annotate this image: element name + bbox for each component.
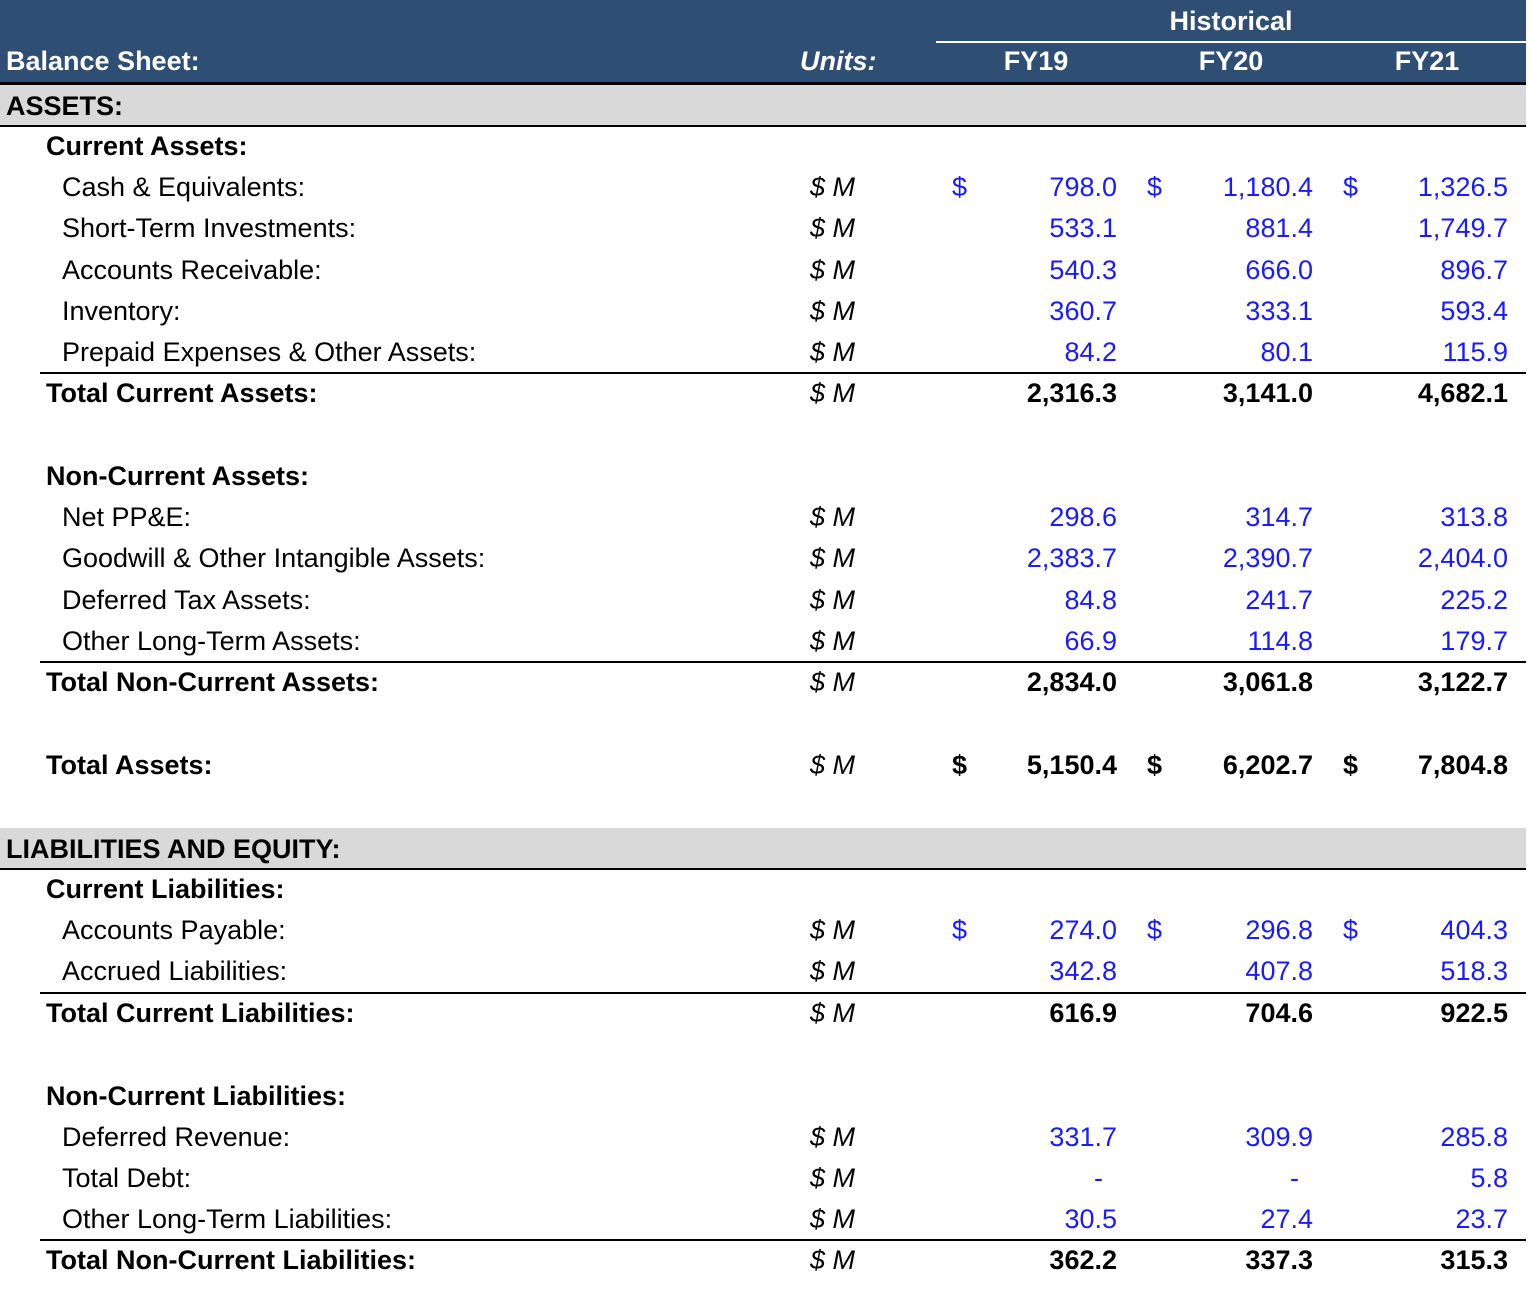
- currency-symbol: $: [1147, 915, 1163, 945]
- table-row: [0, 539, 1526, 580]
- year-header-fy20: FY20: [1198, 46, 1264, 76]
- value-fy20: 296.8: [1245, 915, 1313, 945]
- value-fy19: 66.9: [1064, 626, 1117, 656]
- historical-header: Historical: [1169, 6, 1293, 36]
- total-row: [0, 663, 1526, 704]
- value-fy20: 3,141.0: [1222, 378, 1313, 408]
- value-fy19: 540.3: [1049, 255, 1117, 285]
- table-row: [0, 1200, 1526, 1241]
- row-label: Accrued Liabilities:: [62, 956, 288, 986]
- value-fy20: 333.1: [1245, 296, 1313, 326]
- currency-symbol: $: [952, 915, 968, 945]
- value-fy20: 3,061.8: [1222, 667, 1313, 697]
- table-row: [0, 911, 1526, 952]
- currency-symbol: $: [952, 750, 968, 780]
- value-fy19: 360.7: [1049, 296, 1117, 326]
- year-header-fy21: FY21: [1394, 46, 1460, 76]
- total-row: [0, 374, 1526, 415]
- row-label: Total Current Assets:: [46, 378, 318, 408]
- value-fy21: 7,804.8: [1417, 750, 1508, 780]
- value-fy20: 666.0: [1245, 255, 1313, 285]
- unit-cell: $ M: [810, 543, 856, 573]
- value-fy21: 896.7: [1440, 255, 1508, 285]
- unit-cell: $ M: [810, 255, 856, 285]
- row-label: Non-Current Liabilities:: [46, 1081, 347, 1111]
- value-fy20: 704.6: [1245, 998, 1313, 1028]
- value-fy19: 798.0: [1049, 172, 1117, 202]
- subheading-current-liabilities: [0, 870, 1526, 911]
- value-fy20: 241.7: [1245, 585, 1313, 615]
- value-fy21: 3,122.7: [1417, 667, 1508, 697]
- unit-cell: $ M: [810, 1245, 856, 1275]
- currency-symbol: $: [1343, 172, 1359, 202]
- value-fy20: 114.8: [1247, 626, 1313, 656]
- total-assets-row: [0, 746, 1526, 787]
- value-fy19: 274.0: [1049, 915, 1117, 945]
- row-label: Deferred Revenue:: [62, 1122, 291, 1152]
- row-label: Accounts Payable:: [62, 915, 286, 945]
- unit-cell: $ M: [810, 1204, 856, 1234]
- currency-symbol: $: [1343, 750, 1359, 780]
- value-fy19: 331.7: [1049, 1122, 1117, 1152]
- value-fy20: 314.7: [1245, 502, 1313, 532]
- section-label: LIABILITIES AND EQUITY:: [6, 834, 341, 864]
- row-label: Current Liabilities:: [46, 874, 285, 904]
- value-fy21: 115.9: [1442, 337, 1508, 367]
- value-fy19: 5,150.4: [1026, 750, 1117, 780]
- value-fy19: 84.2: [1064, 337, 1117, 367]
- value-fy20: 2,390.7: [1222, 543, 1313, 573]
- row-label: Inventory:: [62, 296, 181, 326]
- section-label: ASSETS:: [6, 91, 124, 121]
- value-fy21: 404.3: [1440, 915, 1508, 945]
- unit-cell: $ M: [810, 915, 856, 945]
- total-row: [0, 1241, 1526, 1282]
- unit-cell: $ M: [810, 213, 856, 243]
- value-fy20: 1,180.4: [1222, 172, 1313, 202]
- row-label: Other Long-Term Liabilities:: [62, 1204, 393, 1234]
- table-row: [0, 168, 1526, 209]
- table-row: [0, 1118, 1526, 1159]
- unit-cell: $ M: [810, 750, 856, 780]
- value-fy21: 285.8: [1440, 1122, 1508, 1152]
- unit-cell: $ M: [810, 667, 856, 697]
- value-fy21: 1,749.7: [1417, 213, 1508, 243]
- value-fy21: 922.5: [1440, 998, 1508, 1028]
- unit-cell: $ M: [810, 337, 856, 367]
- value-fy19: 2,834.0: [1026, 667, 1117, 697]
- currency-symbol: $: [1343, 915, 1359, 945]
- unit-cell: $ M: [810, 502, 856, 532]
- value-fy20: 337.3: [1245, 1245, 1313, 1275]
- currency-symbol: $: [1147, 172, 1163, 202]
- row-label: Goodwill & Other Intangible Assets:: [62, 543, 486, 573]
- table-row: [0, 333, 1526, 374]
- row-label: Total Current Liabilities:: [46, 998, 355, 1028]
- value-fy20: 80.1: [1260, 337, 1313, 367]
- section-assets: [0, 85, 1526, 127]
- value-fy20: 27.4: [1260, 1204, 1313, 1234]
- row-label: Deferred Tax Assets:: [62, 585, 311, 615]
- value-fy20: 407.8: [1245, 956, 1313, 986]
- value-fy21: 313.8: [1440, 502, 1508, 532]
- unit-cell: $ M: [810, 172, 856, 202]
- value-fy19: -: [1094, 1163, 1103, 1193]
- year-header-fy19: FY19: [1003, 46, 1069, 76]
- value-fy21: 5.8: [1470, 1163, 1508, 1193]
- row-label: Other Long-Term Assets:: [62, 626, 361, 656]
- subheading-non-current-liabilities: [0, 1077, 1526, 1118]
- value-fy21: 315.3: [1440, 1245, 1508, 1275]
- value-fy20: -: [1290, 1163, 1299, 1193]
- value-fy21: 593.4: [1440, 296, 1508, 326]
- value-fy19: 342.8: [1049, 956, 1117, 986]
- value-fy19: 533.1: [1049, 213, 1117, 243]
- section-liabilities-equity: [0, 828, 1526, 870]
- table-row: [0, 498, 1526, 539]
- unit-cell: $ M: [810, 626, 856, 656]
- table-row: [0, 292, 1526, 333]
- currency-symbol: $: [1147, 750, 1163, 780]
- row-label: Total Non-Current Assets:: [46, 667, 380, 697]
- value-fy19: 616.9: [1049, 998, 1117, 1028]
- total-row: [0, 994, 1526, 1035]
- table-row: [0, 622, 1526, 663]
- table-row: [0, 209, 1526, 250]
- value-fy21: 1,326.5: [1417, 172, 1508, 202]
- row-label: Prepaid Expenses & Other Assets:: [62, 337, 477, 367]
- unit-cell: $ M: [810, 378, 856, 408]
- table-row: [0, 581, 1526, 622]
- row-label: Net PP&E:: [62, 502, 192, 532]
- currency-symbol: $: [952, 172, 968, 202]
- sheet-title: Balance Sheet:: [6, 46, 200, 76]
- table-row: [0, 952, 1526, 993]
- unit-cell: $ M: [810, 998, 856, 1028]
- value-fy21: 4,682.1: [1417, 378, 1508, 408]
- row-label: Cash & Equivalents:: [62, 172, 306, 202]
- value-fy21: 518.3: [1440, 956, 1508, 986]
- value-fy20: 309.9: [1245, 1122, 1313, 1152]
- row-label: Current Assets:: [46, 131, 248, 161]
- value-fy19: 30.5: [1064, 1204, 1117, 1234]
- row-label: Non-Current Assets:: [46, 461, 310, 491]
- unit-cell: $ M: [810, 1163, 856, 1193]
- row-label: Total Assets:: [46, 750, 213, 780]
- row-label: Total Debt:: [62, 1163, 192, 1193]
- unit-cell: $ M: [810, 585, 856, 615]
- value-fy21: 2,404.0: [1417, 543, 1508, 573]
- table-row: [0, 1159, 1526, 1200]
- subheading-non-current-assets: [0, 457, 1526, 498]
- row-label: Short-Term Investments:: [62, 213, 357, 243]
- subheading-current-assets: [0, 127, 1526, 168]
- value-fy21: 179.7: [1440, 626, 1508, 656]
- row-label: Accounts Receivable:: [62, 255, 322, 285]
- value-fy21: 23.7: [1455, 1204, 1508, 1234]
- value-fy19: 84.8: [1064, 585, 1117, 615]
- unit-cell: $ M: [810, 956, 856, 986]
- table-header: [0, 0, 1526, 84]
- value-fy19: 362.2: [1049, 1245, 1117, 1275]
- value-fy20: 881.4: [1245, 213, 1313, 243]
- row-label: Total Non-Current Liabilities:: [46, 1245, 416, 1275]
- value-fy20: 6,202.7: [1222, 750, 1313, 780]
- units-header: Units:: [800, 46, 877, 76]
- value-fy19: 2,316.3: [1026, 378, 1117, 408]
- unit-cell: $ M: [810, 1122, 856, 1152]
- table-row: [0, 251, 1526, 292]
- value-fy19: 298.6: [1049, 502, 1117, 532]
- value-fy19: 2,383.7: [1026, 543, 1117, 573]
- unit-cell: $ M: [810, 296, 856, 326]
- value-fy21: 225.2: [1440, 585, 1508, 615]
- historical-underline: [936, 41, 1526, 43]
